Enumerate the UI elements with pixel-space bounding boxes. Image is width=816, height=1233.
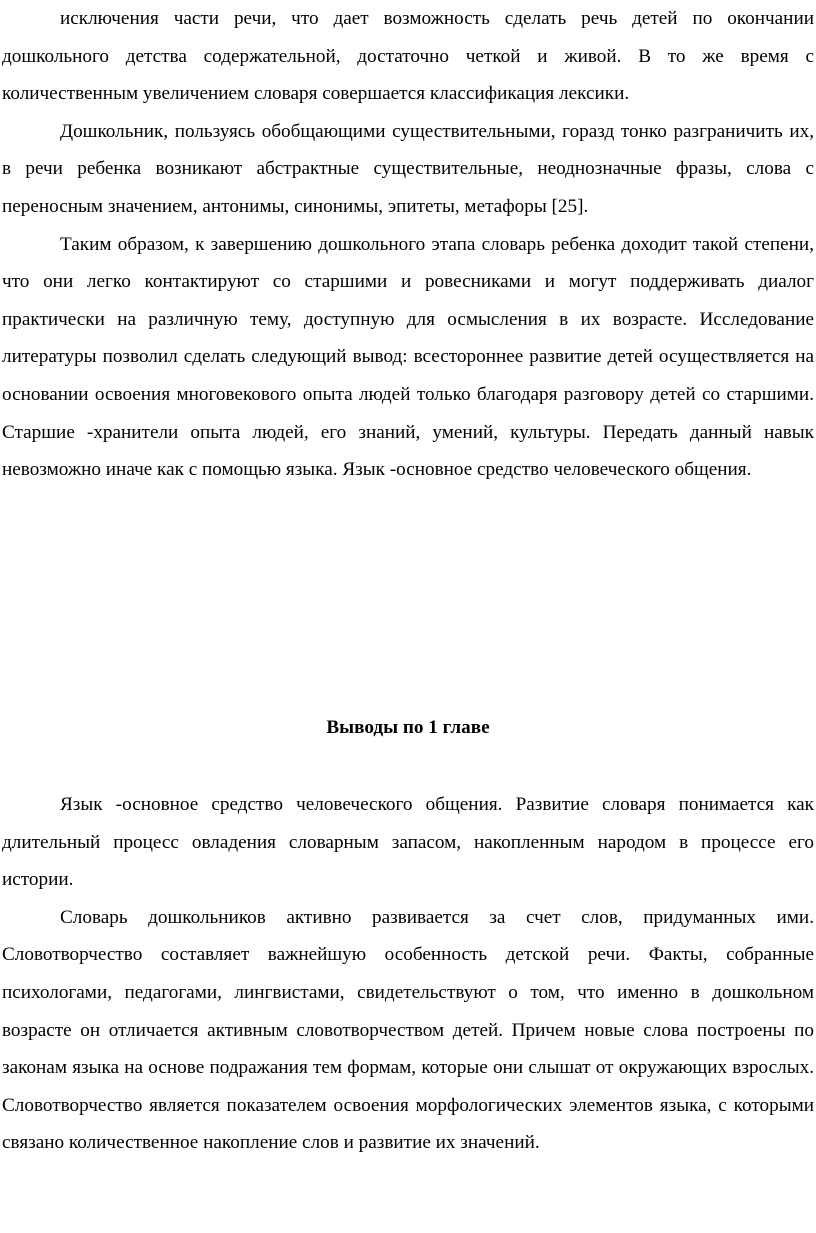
text-section-1 — [2, 0, 814, 489]
paragraph-abstract-nouns: Дошкольник, пользуясь обобщающими существительными, горазд тонко разграничить их, в речи ребенка возникают абстрактные существительные, неоднозначные фразы, слова с переносным значением, антонимы, синонимы, эпитеты, метафоры [25]. — [2, 120, 814, 217]
chapter-conclusions-heading: Выводы по 1 главе — [326, 717, 490, 738]
paragraph-language-definition: Язык -основное средство человеческого общения. Развитие словаря понимается как длительный процесс овладения словарным запасом, накопленным народом в процессе его истории. — [2, 794, 814, 891]
paragraph-word-creation: Словарь дошкольников активно развивается за счет слов, придуманных ими. Словотворчество составляет важнейшую особенность детской речи. Факты, собранные психологами, педагогами, лингвистами, свидетельствуют о том, что именно в дошкольном возрасте он отличается активным словотворчеством детей. Причем новые слова построены по законам языка на основе подражания тем формам, которые они слышат от окружающих взрослых. Словотворчество является показателем освоения морфологических элементов языка, с которыми связано количественное накопление слов и развитие их значений. — [2, 906, 814, 1154]
text-section-2 — [2, 786, 814, 1162]
paragraph-continuation: исключения части речи, что дает возможность сделать речь детей по окончании дошкольного детства содержательной, достаточно четкой и живой. В то же время с количественным увеличением словаря совершается классификация лексики. — [2, 8, 814, 105]
paragraph-conclusion-vocabulary: Таким образом, к завершению дошкольного этапа словарь ребенка доходит такой степени, что они легко контактируют со старшими и ровесниками и могут поддерживать диалог практически на различную тему, доступную для осмысления в их возрасте. Исследование литературы позволил сделать следующий вывод: всестороннее развитие детей осуществляется на основании освоения многовекового опыта людей только благодаря разговору детей со старшими. Старшие -хранители опыта людей, его знаний, умений, культуры. Передать данный навык невозможно иначе как с помощью языка. Язык -основное средство человеческого общения. — [2, 233, 814, 481]
